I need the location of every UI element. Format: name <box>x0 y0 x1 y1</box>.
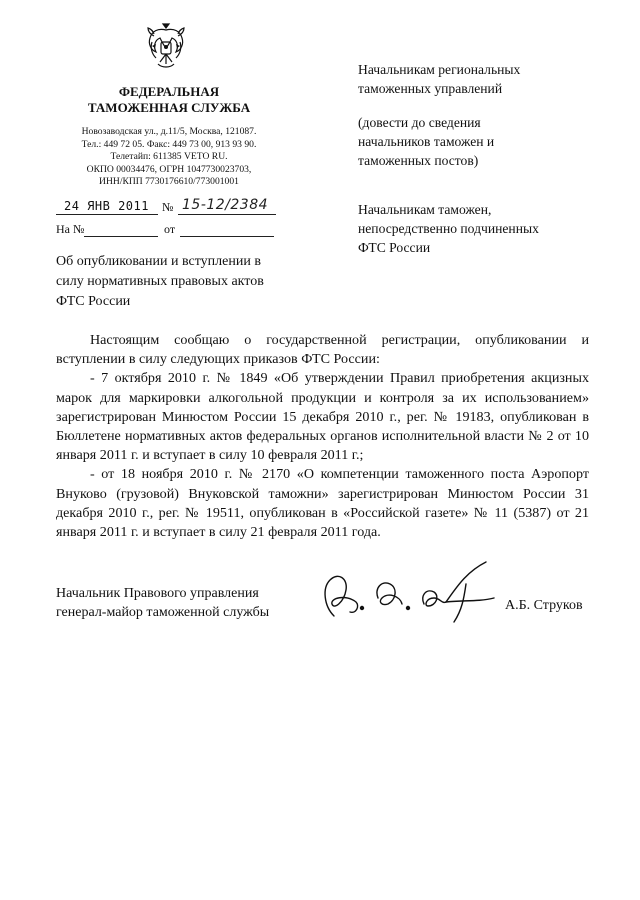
recipient-customs-line2: непосредственно подчиненных <box>358 221 539 236</box>
org-teletype: Телетайп: 611385 VETO RU. <box>110 151 228 163</box>
signatory-title-line2: генерал-майор таможенной службы <box>56 605 270 620</box>
signatory-title <box>56 584 316 622</box>
recipient-regional-line2: таможенных управлений <box>358 81 503 96</box>
recipient-regional <box>358 60 598 98</box>
org-name-line1: ФЕДЕРАЛЬНАЯ <box>118 84 220 99</box>
org-address: Новозаводская ул., д.11/5, Москва, 121087. <box>81 126 257 137</box>
recipient-customs <box>358 200 598 257</box>
recipient-regional-line1: Начальникам региональных <box>358 62 521 77</box>
org-contacts <box>60 126 278 189</box>
letter-body <box>56 331 589 542</box>
reference-number-field <box>84 218 158 237</box>
registration-number: 15-12/2384 <box>182 197 269 213</box>
body-intro: Настоящим сообщаю о государственной регистрации, опубликовании и вступлении в силу следующих приказов ФТС России: <box>56 332 589 368</box>
subject-line3: ФТС России <box>56 294 131 309</box>
org-phone: Тел.: 449 72 05. Факс: 449 73 00, 913 93 90. <box>81 138 257 150</box>
body-item-1: - 7 октября 2010 г. № 1849 «Об утверждении Правил приобретения акцизных марок для маркировки алкогольной продукции и контроля за их использованием» зарегистрирован Минюстом России 15 декабря 2010 г., рег. № 19183, опубликован в Бюллетене нормативных актов федеральных органов исполнительной власти № 2 от 10 января 2011 г. и вступает в силу 10 февраля 2011 г.; <box>56 370 589 464</box>
from-label: от <box>164 222 176 236</box>
recipient-customs-line1: Начальникам таможен, <box>358 202 492 217</box>
registration-date: 24 ЯНВ 2011 <box>64 199 149 213</box>
signatory-title-line1: Начальник Правового управления <box>56 586 259 601</box>
number-field <box>178 196 276 215</box>
letter-subject <box>56 252 286 312</box>
signatory-name: А.Б. Струков <box>505 598 583 613</box>
date-field <box>56 196 158 215</box>
recipient-note <box>358 113 598 170</box>
recipient-customs-line3: ФТС России <box>358 240 431 255</box>
subject-line1: Об опубликовании и вступлении в <box>56 254 261 269</box>
body-item-2: - от 18 ноября 2010 г. № 2170 «О компетенции таможенного поста Аэропорт Внуково (грузовой) Внуковской таможни» зарегистрирован Минюстом России 31 декабря 2010 г., рег. № 19511, опубликован в «Российской газете» № 11 (5387) от 21 января 2011 г. и вступает в силу 21 февраля 2011 года. <box>56 466 589 541</box>
reference-row <box>56 218 286 238</box>
registration-row <box>56 196 286 216</box>
subject-line2: силу нормативных правовых актов <box>56 274 264 289</box>
handwritten-signature <box>316 558 506 628</box>
recipient-note-line2: начальников таможен и <box>358 134 495 149</box>
recipient-note-line1: (довести до сведения <box>358 115 481 130</box>
org-okpo: ОКПО 00034476, ОГРН 1047730023703, <box>86 163 252 175</box>
state-emblem-icon <box>144 22 188 72</box>
reference-label: На № <box>56 222 85 236</box>
recipient-note-line3: таможенных постов) <box>358 153 479 168</box>
reference-date-field <box>180 218 274 237</box>
org-name-line2: ТАМОЖЕННАЯ СЛУЖБА <box>87 100 251 115</box>
org-inn: ИНН/КПП 7730176610/773001001 <box>99 176 239 188</box>
number-label: № <box>162 200 174 214</box>
